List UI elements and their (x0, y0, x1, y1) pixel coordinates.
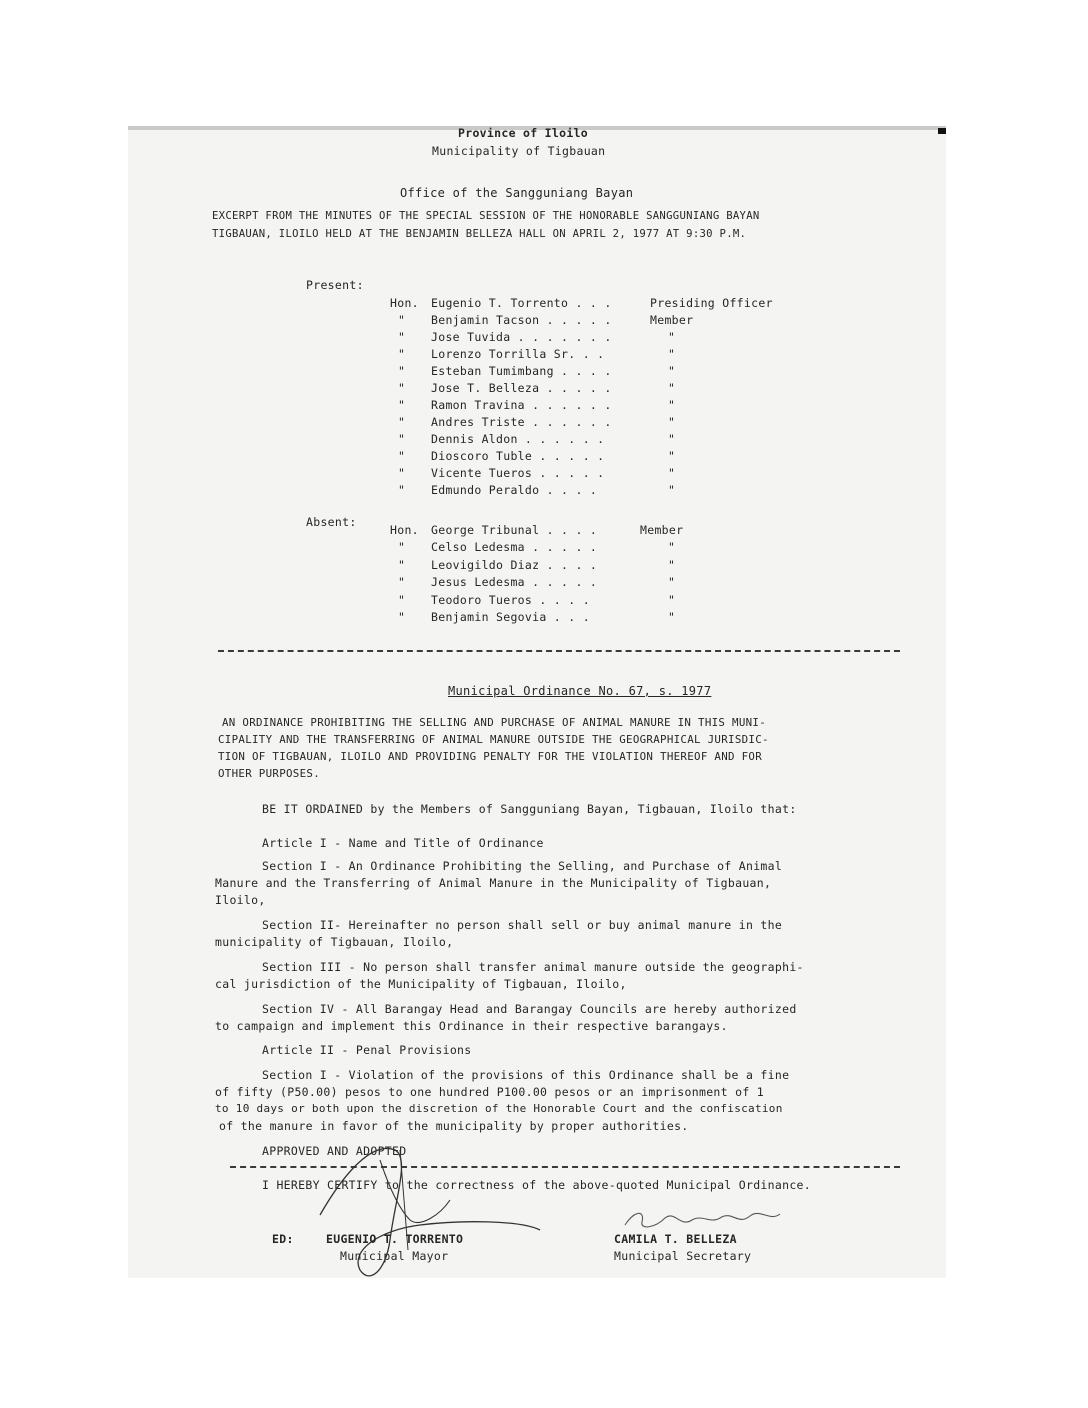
excerpt-line-2: TIGBAUAN, ILOILO HELD AT THE BENJAMIN BELLEZA HALL ON APRIL 2, 1977 AT 9:30 P.M. (212, 228, 747, 240)
section-4-line: to campaign and implement this Ordinance in their respective barangays. (215, 1019, 728, 1033)
penal-line: of the manure in favor of the municipality by proper authorities. (219, 1119, 689, 1133)
office-heading: Office of the Sangguniang Bayan (400, 186, 634, 200)
member-prefix: " (398, 466, 406, 480)
mayor-title: Municipal Mayor (340, 1249, 449, 1263)
member-role: " (668, 398, 676, 412)
member-prefix: " (398, 592, 406, 607)
member-prefix: " (398, 557, 406, 572)
member-name: Dioscoro Tuble . . . . . (431, 449, 605, 463)
certification-statement: I HEREBY CERTIFY to the correctness of the above-quoted Municipal Ordinance. (262, 1178, 811, 1192)
secretary-name: CAMILA T. BELLEZA (614, 1232, 737, 1246)
member-prefix: " (398, 483, 406, 497)
member-prefix: " (398, 575, 406, 590)
member-role: " (668, 364, 676, 378)
member-name: Lorenzo Torrilla Sr. . . (431, 347, 605, 361)
preamble-line: AN ORDINANCE PROHIBITING THE SELLING AND PURCHASE OF ANIMAL MANURE IN THIS MUNI- (222, 716, 767, 729)
member-prefix: " (398, 432, 406, 446)
absent-label: Absent: (306, 515, 357, 529)
section-divider (218, 650, 900, 652)
member-role: " (668, 540, 676, 555)
member-prefix: " (398, 330, 406, 344)
member-name: Celso Ledesma . . . . . (431, 540, 598, 555)
preamble-line: TION OF TIGBAUAN, ILOILO AND PROVIDING PENALTY FOR THE VIOLATION THEREOF AND FOR (218, 750, 763, 763)
member-name: Teodoro Tueros . . . . (431, 592, 590, 607)
member-role: " (668, 575, 676, 590)
member-prefix: " (398, 381, 406, 395)
member-role: Member (640, 523, 684, 537)
preamble-line: CIPALITY AND THE TRANSFERRING OF ANIMAL MANURE OUTSIDE THE GEOGRAPHICAL JURISDIC- (218, 733, 769, 746)
member-name: Jose T. Belleza . . . . . (431, 381, 612, 395)
member-name: Edmundo Peraldo . . . . (431, 483, 598, 497)
article-1-heading: Article I - Name and Title of Ordinance (262, 836, 544, 850)
present-label: Present: (306, 278, 364, 292)
member-role: " (668, 347, 676, 361)
member-role: Presiding Officer (650, 296, 773, 310)
member-prefix: " (398, 449, 406, 463)
member-role: " (668, 483, 676, 497)
article-2-heading: Article II - Penal Provisions (262, 1043, 472, 1057)
member-role: " (668, 592, 676, 607)
section-2-line: municipality of Tigbauan, Iloilo, (215, 935, 454, 949)
preamble-line: OTHER PURPOSES. (218, 767, 321, 780)
member-role: " (668, 432, 676, 446)
penal-line: of fifty (P50.00) pesos to one hundred P100.00 pesos or an imprisonment of 1 (215, 1085, 764, 1099)
member-prefix: " (398, 364, 406, 378)
section-1-line: Manure and the Transferring of Animal Manure in the Municipality of Tigbauan, (215, 876, 772, 890)
member-role: " (668, 466, 676, 480)
ordinance-title: Municipal Ordinance No. 67, s. 1977 (448, 684, 712, 698)
member-name: Vicente Tueros . . . . . (431, 466, 605, 480)
section-3-line: cal jurisdiction of the Municipality of Tigbauan, Iloilo, (215, 977, 627, 991)
member-role: " (668, 330, 676, 344)
section-1-line: Section I - An Ordinance Prohibiting the Selling, and Purchase of Animal (262, 859, 783, 873)
member-prefix: " (398, 398, 406, 412)
member-name: Jose Tuvida . . . . . . . (431, 330, 612, 344)
member-prefix: Hon. (390, 296, 419, 310)
member-prefix: " (398, 540, 406, 555)
member-name: Dennis Aldon . . . . . . (431, 432, 605, 446)
section-1-line: Iloilo, (215, 893, 266, 907)
secretary-title: Municipal Secretary (614, 1249, 752, 1263)
mayor-name: EUGENIO T. TORRENTO (326, 1232, 464, 1246)
section-4-line: Section IV - All Barangay Head and Barangay Councils are hereby authorized (262, 1002, 797, 1016)
page-corner-mark (938, 128, 946, 134)
member-name: Benjamin Segovia . . . (431, 610, 590, 624)
member-role: " (668, 415, 676, 429)
member-prefix: " (398, 347, 406, 361)
province-heading: Province of Iloilo (458, 126, 589, 140)
mayor-signature-scribble (300, 1120, 560, 1290)
section-3-line: Section III - No person shall transfer animal manure outside the geographi- (262, 960, 804, 974)
member-role: " (668, 610, 676, 624)
approved-adopted: APPROVED AND ADOPTED (262, 1144, 407, 1158)
member-role: " (668, 557, 676, 572)
member-name: Andres Triste . . . . . . (431, 415, 612, 429)
member-name: Leovigildo Diaz . . . . (431, 557, 598, 572)
member-role: " (668, 381, 676, 395)
municipality-heading: Municipality of Tigbauan (432, 144, 606, 158)
member-name: Esteban Tumimbang . . . . (431, 364, 612, 378)
excerpt-line-1: EXCERPT FROM THE MINUTES OF THE SPECIAL SESSION OF THE HONORABLE SANGGUNIANG BAYAN (212, 210, 760, 222)
approved-label: ED: (272, 1232, 294, 1246)
member-name: George Tribunal . . . . (431, 523, 598, 537)
penal-line: Section I - Violation of the provisions of this Ordinance shall be a fine (262, 1068, 790, 1082)
member-name: Ramon Travina . . . . . . (431, 398, 612, 412)
section-2-line: Section II- Hereinafter no person shall sell or buy animal manure in the (262, 918, 783, 932)
member-prefix: " (398, 415, 406, 429)
member-prefix: " (398, 313, 406, 327)
member-role: Member (650, 313, 694, 327)
member-prefix: " (398, 610, 406, 624)
enacting-clause: BE IT ORDAINED by the Members of Sangguniang Bayan, Tigbauan, Iloilo that: (262, 802, 797, 816)
member-name: Benjamin Tacson . . . . . (431, 313, 612, 327)
member-name: Eugenio T. Torrento . . . (431, 296, 612, 310)
member-name: Jesus Ledesma . . . . . (431, 575, 598, 590)
member-prefix: Hon. (390, 523, 419, 537)
penal-line: to 10 days or both upon the discretion of the Honorable Court and the confiscation (215, 1102, 783, 1115)
member-role: " (668, 449, 676, 463)
